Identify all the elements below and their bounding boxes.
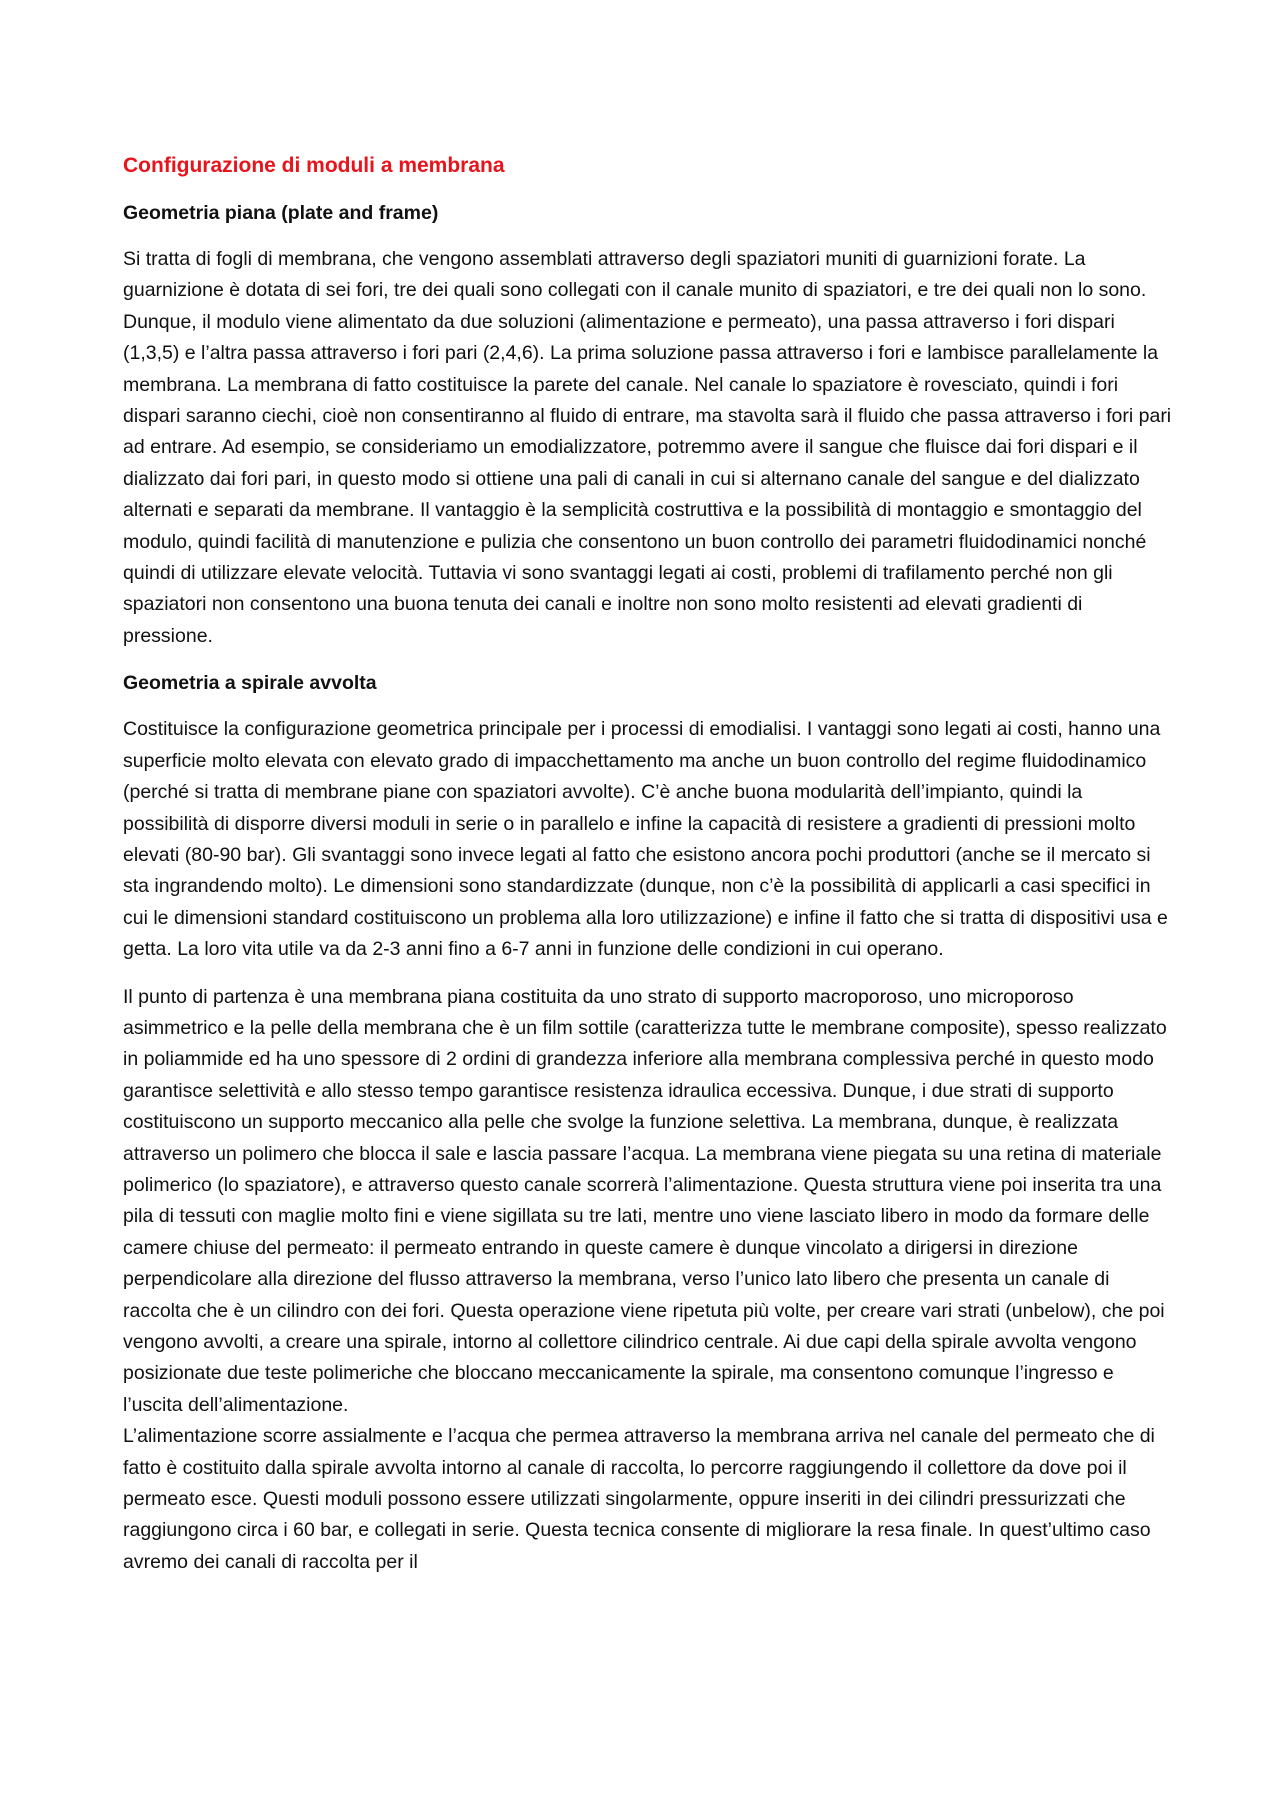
paragraph: Si tratta di fogli di membrana, che vengono assemblati attraverso degli spaziatori muniti di guarnizioni forate. La guarnizione è dotata di sei fori, tre dei quali sono collegati con il canale munito di spaziatori, e tre dei quali non lo sono. Dunque, il modulo viene alimentato da due soluzioni (alimentazione e permeato), una passa attraverso i fori dispari (1,3,5) e l’altra passa attraverso i fori pari (2,4,6). La prima soluzione passa attraverso i fori e lambisce parallelamente la membrana. La membrana di fatto costituisce la parete del canale. Nel canale lo spaziatore è rovesciato, quindi i fori dispari saranno ciechi, cioè non consentiranno al fluido di entrare, ma stavolta sarà il fluido che passa attraverso i fori pari ad entrare. Ad esempio, se consideriamo un emodializzatore, potremmo avere il sangue che fluisce dai fori dispari e il dializzato dai fori pari, in questo modo si ottiene una pali di canali in cui si alternano canale del sangue e del dializzato alternati e separati da membrane. Il vantaggio è la semplicità costruttiva e la possibilità di montaggio e smontaggio del modulo, quindi facilità di manutenzione e pulizia che consentono un buon controllo dei parametri fluidodinamici nonché quindi di utilizzare elevate velocità. Tuttavia vi sono svantaggi legati ai costi, problemi di trafilamento perché non gli spaziatori non consentono una buona tenuta dei canali e inoltre non sono molto resistenti ad elevati gradienti di pressione. xyxy=(123,248,1172,647)
paragraph: Costituisce la configurazione geometrica principale per i processi di emodialisi. I vantaggi sono legati ai costi, hanno una superficie molto elevata con elevato grado di impacchettamento ma anche un buon controllo del regime fluidodinamico (perché si tratta di membrane piane con spaziatori avvolte). C’è anche buona modularità dell’impianto, quindi la possibilità di disporre diversi moduli in serie o in parallelo e infine la capacità di resistere a gradienti di pressioni molto elevati (80-90 bar). Gli svantaggi sono invece legati al fatto che esistono ancora pochi produttori (anche se il mercato si sta ingrandendo molto). Le dimensioni sono standardizzate (dunque, non c’è la possibilità di applicarli a casi specifici in cui le dimensioni standard costituiscono un problema alla loro utilizzazione) e infine il fatto che si tratta di dispositivi usa e getta. La loro vita utile va da 2-3 anni fino a 6-7 anni in funzione delle condizioni in cui operano. xyxy=(123,718,1168,961)
section-plate-and-frame xyxy=(123,198,1173,652)
section-heading: Geometria a spirale avvolta xyxy=(123,672,377,695)
section-heading: Geometria piana (plate and frame) xyxy=(123,202,439,224)
section-spiral-wound xyxy=(123,668,1173,1578)
document-page xyxy=(123,150,1173,1578)
document-title: Configurazione di moduli a membrana xyxy=(123,154,505,177)
paragraph: L’alimentazione scorre assialmente e l’acqua che permea attraverso la membrana arriva nel canale del permeato che di fatto è costituito dalla spirale avvolta intorno al canale di raccolta, lo percorre raggiungendo il collettore da dove poi il permeato esce. Questi moduli possono essere utilizzati singolarmente, oppure inseriti in dei cilindri pressurizzati che raggiungono circa i 60 bar, e collegati in serie. Questa tecnica consente di migliorare la resa finale. In quest’ultimo caso avremo dei canali di raccolta per il xyxy=(123,1425,1155,1573)
paragraph: Il punto di partenza è una membrana piana costituita da uno strato di supporto macroporoso, uno microporoso asimmetrico e la pelle della membrana che è un film sottile (caratterizza tutte le membrane composite), spesso realizzato in poliammide ed ha uno spessore di 2 ordini di grandezza inferiore alla membrana complessiva perché in questo modo garantisce selettività e allo stesso tempo garantisce resistenza idraulica eccessiva. Dunque, i due strati di supporto costituiscono un supporto meccanico alla pelle che svolge la funzione selettiva. La membrana, dunque, è realizzata attraverso un polimero che blocca il sale e lascia passare l’acqua. La membrana viene piegata su una retina di materiale polimerico (lo spaziatore), e attraverso questo canale scorrerà l’alimentazione. Questa struttura viene poi inserita tra una pila di tessuti con maglie molto fini e viene sigillata su tre lati, mentre uno viene lasciato libero in modo da formare delle camere chiuse del permeato: il permeato entrando in queste camere è dunque vincolato a dirigersi in direzione perpendicolare alla direzione del flusso attraverso la membrana, verso l’unico lato libero che presenta un canale di raccolta che è un cilindro con dei fori. Questa operazione viene ripetuta più volte, per creare vari strati (unbelow), che poi vengono avvolti, a creare una spirale, intorno al collettore cilindrico centrale. Ai due capi della spirale avvolta vengono posizionate due teste polimeriche che bloccano meccanicamente la spirale, ma consentono comunque l’ingresso e l’uscita dell’alimentazione. xyxy=(123,985,1167,1416)
